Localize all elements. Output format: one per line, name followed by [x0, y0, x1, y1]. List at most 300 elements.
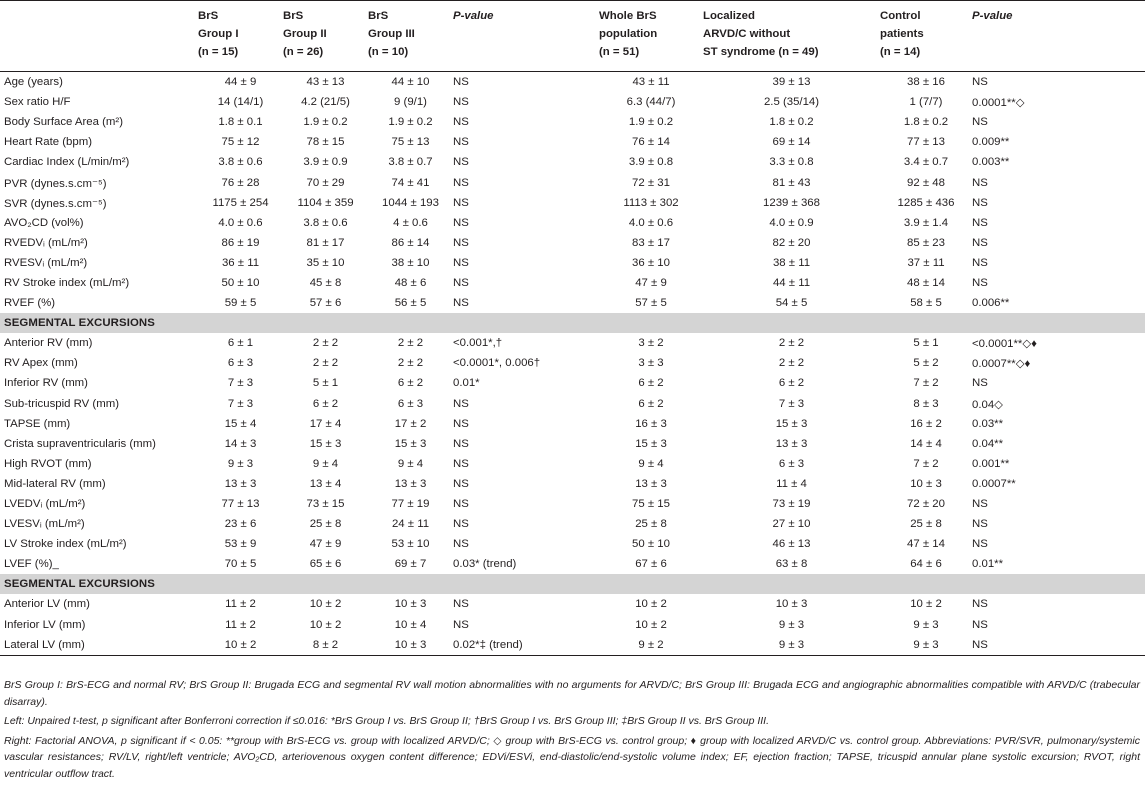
section-row — [0, 574, 1145, 594]
cell-brs-group-2: 45 ± 8 — [309, 276, 342, 289]
cell-brs-group-3: 6 ± 2 — [397, 377, 424, 390]
row-label: RVESVᵢ (mL/m²) — [4, 256, 88, 269]
cell-p-value-right: NS — [972, 176, 988, 189]
cell-localized-arvd: 2.5 (35/14) — [763, 96, 820, 109]
header-line: patients — [880, 28, 924, 40]
header-line: ST syndrome (n = 49) — [703, 46, 819, 58]
cell-localized-arvd: 7 ± 3 — [778, 397, 805, 410]
row-label: RV Stroke index (mL/m²) — [4, 276, 130, 289]
cell-whole-brs: 76 ± 14 — [632, 136, 670, 149]
cell-brs-group-3: 53 ± 10 — [391, 538, 430, 551]
row-label: RVEDVᵢ (mL/m²) — [4, 236, 88, 249]
cell-brs-group-3: 4 ± 0.6 — [393, 216, 428, 229]
cell-control: 77 ± 13 — [907, 136, 945, 149]
table-footnotes — [4, 677, 1140, 786]
header-p-value-right — [972, 1, 1145, 72]
header-line: P-value — [453, 10, 494, 22]
header-line: population — [599, 28, 658, 40]
header-line: Group III — [368, 28, 415, 40]
cell-brs-group-3: 74 ± 41 — [391, 176, 430, 189]
cell-p-value-left: NS — [453, 96, 469, 109]
header-p-value-left — [453, 1, 599, 72]
header-brs-group-1 — [198, 1, 283, 72]
cell-control: 37 ± 11 — [907, 256, 945, 269]
cell-whole-brs: 6 ± 2 — [638, 397, 664, 410]
cell-brs-group-2: 78 ± 15 — [306, 136, 345, 149]
cell-brs-group-2: 47 ± 9 — [309, 538, 342, 551]
row-label: Inferior RV (mm) — [4, 377, 88, 390]
footnote-groups: BrS Group I: BrS-ECG and normal RV; BrS Group II: Brugada ECG and segmental RV wall motion abnormalities with no arguments for ARVD/C; BrS Group III: Brugada ECG and angiographic abnormalities compatible with ARVD/C (trabecular disarray). — [4, 679, 1140, 708]
row-label: Sub-tricuspid RV (mm) — [4, 397, 119, 410]
cell-brs-group-2: 1104 ± 359 — [297, 196, 354, 209]
table-row — [0, 394, 1145, 414]
table-row — [0, 253, 1145, 273]
cell-p-value-right: NS — [972, 256, 988, 269]
cell-control: 1.8 ± 0.2 — [903, 116, 949, 129]
cell-p-value-left: NS — [453, 417, 469, 430]
cell-p-value-left: NS — [453, 116, 469, 129]
cell-p-value-right: 0.04** — [972, 437, 1004, 450]
table-header — [0, 1, 1145, 72]
cell-brs-group-2: 35 ± 10 — [306, 256, 345, 269]
cell-p-value-left: NS — [453, 477, 469, 490]
row-label: Anterior LV (mm) — [4, 598, 90, 611]
cell-p-value-left: <0.0001*, 0.006† — [453, 357, 541, 370]
cell-localized-arvd: 13 ± 3 — [775, 437, 808, 450]
cell-p-value-left: NS — [453, 176, 469, 189]
section-heading: SEGMENTAL EXCURSIONS — [0, 574, 1145, 594]
row-label: Sex ratio H/F — [4, 96, 71, 109]
cell-brs-group-2: 13 ± 4 — [309, 477, 342, 490]
cell-localized-arvd: 38 ± 11 — [772, 256, 811, 269]
cell-p-value-right: NS — [972, 236, 988, 249]
table-row — [0, 494, 1145, 514]
cell-whole-brs: 3 ± 2 — [638, 337, 664, 350]
cell-control: 85 ± 23 — [907, 236, 945, 249]
cell-brs-group-2: 2 ± 2 — [312, 337, 339, 350]
cell-p-value-right: 0.0007**◇♦ — [972, 358, 1031, 371]
cell-brs-group-2: 9 ± 4 — [312, 457, 339, 470]
cell-brs-group-1: 4.0 ± 0.6 — [218, 216, 263, 229]
cell-whole-brs: 16 ± 3 — [635, 417, 667, 430]
cell-whole-brs: 67 ± 6 — [635, 558, 667, 571]
cell-p-value-right: NS — [972, 276, 988, 289]
cell-control: 48 ± 14 — [907, 276, 945, 289]
cell-p-value-left: 0.01* — [453, 377, 480, 390]
table-row — [0, 333, 1145, 353]
header-blank — [0, 1, 198, 72]
cell-brs-group-1: 53 ± 9 — [224, 538, 257, 551]
cell-whole-brs: 6 ± 2 — [638, 377, 664, 390]
row-label: Anterior RV (mm) — [4, 337, 93, 350]
cell-whole-brs: 3.9 ± 0.8 — [628, 156, 674, 169]
header-line: Whole BrS — [599, 10, 657, 22]
cell-brs-group-3: 69 ± 7 — [394, 558, 427, 571]
cell-brs-group-1: 13 ± 3 — [224, 477, 257, 490]
cell-brs-group-1: 36 ± 11 — [221, 256, 260, 269]
cell-p-value-right: 0.01** — [972, 558, 1004, 571]
cell-control: 72 ± 20 — [907, 498, 945, 511]
cell-brs-group-3: 9 ± 4 — [397, 457, 424, 470]
cell-control: 5 ± 2 — [913, 357, 939, 370]
table-row — [0, 152, 1145, 172]
cell-brs-group-2: 81 ± 17 — [306, 236, 345, 249]
table-row — [0, 635, 1145, 656]
cell-brs-group-1: 3.8 ± 0.6 — [218, 156, 263, 169]
cell-p-value-right: NS — [972, 618, 988, 631]
cell-brs-group-2: 73 ± 15 — [306, 498, 345, 511]
cell-control: 64 ± 6 — [910, 558, 942, 571]
cell-whole-brs: 10 ± 2 — [635, 618, 667, 631]
header-whole-brs — [599, 1, 703, 72]
cell-p-value-right: NS — [972, 498, 988, 511]
cell-brs-group-3: 10 ± 4 — [394, 618, 427, 631]
cell-control: 9 ± 3 — [880, 635, 972, 656]
cell-control: 25 ± 8 — [910, 518, 942, 531]
cell-brs-group-3: 2 ± 2 — [397, 357, 424, 370]
header-brs-group-3 — [368, 1, 453, 72]
cell-brs-group-2: 15 ± 3 — [309, 437, 342, 450]
header-row — [0, 1, 1145, 72]
table-row — [0, 92, 1145, 112]
header-line: BrS — [283, 10, 304, 22]
cell-p-value-right: 0.03** — [972, 417, 1004, 430]
cell-localized-arvd: 2 ± 2 — [778, 337, 805, 350]
cell-whole-brs: 50 ± 10 — [632, 538, 670, 551]
cell-control: 7 ± 2 — [913, 457, 939, 470]
row-label: LVEDVᵢ (mL/m²) — [4, 498, 86, 511]
cell-localized-arvd: 63 ± 8 — [775, 558, 808, 571]
cell-control: 7 ± 2 — [913, 377, 939, 390]
cell-p-value-left: NS — [453, 397, 469, 410]
header-localized-arvd — [703, 1, 880, 72]
cell-p-value-right: 0.003** — [972, 156, 1010, 169]
cell-control: 3.9 ± 1.4 — [903, 216, 949, 229]
cell-brs-group-1: 6 ± 3 — [227, 357, 254, 370]
cell-p-value-right: 0.006** — [972, 297, 1010, 310]
cell-whole-brs: 47 ± 9 — [635, 276, 667, 289]
row-label: RVEF (%) — [4, 297, 56, 310]
cell-brs-group-1: 1.8 ± 0.1 — [218, 116, 263, 129]
cell-brs-group-2: 3.8 ± 0.6 — [303, 216, 348, 229]
row-label: AVO₂CD (vol%) — [4, 216, 84, 229]
header-line: Group I — [198, 28, 239, 40]
cell-brs-group-2: 65 ± 6 — [309, 558, 342, 571]
cell-p-value-left: NS — [453, 297, 469, 310]
cell-p-value-left: NS — [453, 276, 469, 289]
cell-localized-arvd: 15 ± 3 — [775, 417, 808, 430]
cell-brs-group-2: 43 ± 13 — [306, 76, 345, 89]
cell-brs-group-2: 1.9 ± 0.2 — [303, 116, 348, 129]
cell-localized-arvd: 9 ± 3 — [703, 635, 880, 656]
table-row — [0, 353, 1145, 373]
header-line: (n = 14) — [880, 46, 921, 58]
table-row — [0, 293, 1145, 313]
row-label: SVR (dynes.s.cm⁻⁵) — [4, 197, 107, 210]
cell-whole-brs: 25 ± 8 — [635, 518, 667, 531]
cell-brs-group-2: 10 ± 2 — [309, 618, 342, 631]
cell-p-value-right: NS — [972, 76, 988, 89]
cell-whole-brs: 15 ± 3 — [635, 437, 667, 450]
table-row — [0, 233, 1145, 253]
row-label: Age (years) — [4, 76, 63, 89]
header-line: P-value — [972, 10, 1013, 22]
cell-p-value-left: NS — [453, 76, 469, 89]
cell-whole-brs: 4.0 ± 0.6 — [628, 216, 674, 229]
cell-whole-brs: 1113 ± 302 — [623, 196, 679, 209]
cell-localized-arvd: 27 ± 10 — [772, 518, 811, 531]
cell-brs-group-3: 1.9 ± 0.2 — [388, 116, 433, 129]
cell-brs-group-2: 3.9 ± 0.9 — [303, 156, 348, 169]
cell-whole-brs: 6.3 (44/7) — [626, 96, 676, 109]
cell-localized-arvd: 6 ± 3 — [778, 457, 805, 470]
cell-p-value-right: NS — [972, 116, 988, 129]
section-row — [0, 313, 1145, 333]
cell-brs-group-3: 6 ± 3 — [397, 397, 424, 410]
cell-brs-group-3: 15 ± 3 — [394, 437, 427, 450]
cell-localized-arvd: 82 ± 20 — [772, 236, 811, 249]
cell-p-value-left: NS — [453, 136, 469, 149]
cell-control: 9 ± 3 — [913, 618, 939, 631]
cell-brs-group-2: 8 ± 2 — [283, 635, 368, 656]
cell-brs-group-1: 10 ± 2 — [198, 635, 283, 656]
cell-brs-group-3: 48 ± 6 — [394, 276, 427, 289]
cell-brs-group-3: 24 ± 11 — [391, 518, 430, 531]
cell-control: 16 ± 2 — [910, 417, 942, 430]
cell-control: 5 ± 1 — [913, 337, 939, 350]
cell-brs-group-3: 77 ± 19 — [391, 498, 430, 511]
cell-brs-group-3: 1044 ± 193 — [382, 196, 439, 209]
cell-p-value-left: NS — [453, 598, 469, 611]
cell-localized-arvd: 46 ± 13 — [772, 538, 811, 551]
cell-brs-group-1: 15 ± 4 — [224, 417, 257, 430]
cell-whole-brs: 75 ± 15 — [632, 498, 670, 511]
cell-localized-arvd: 9 ± 3 — [778, 618, 805, 631]
row-label: Crista supraventricularis (mm) — [4, 437, 156, 450]
table-row — [0, 193, 1145, 213]
cell-brs-group-1: 11 ± 2 — [225, 618, 256, 631]
cell-p-value-right: NS — [972, 538, 988, 551]
cell-p-value-right: 0.04◇ — [972, 398, 1003, 411]
table-row — [0, 454, 1145, 474]
cell-control: 8 ± 3 — [913, 397, 939, 410]
cell-p-value-left: NS — [453, 498, 469, 511]
cell-control: 38 ± 16 — [907, 76, 945, 89]
cell-brs-group-1: 75 ± 12 — [221, 136, 260, 149]
cell-p-value-right: NS — [972, 196, 988, 209]
cell-brs-group-2: 6 ± 2 — [312, 397, 339, 410]
cell-brs-group-3: 56 ± 5 — [394, 297, 427, 310]
cell-control: 1 (7/7) — [909, 96, 943, 109]
cell-localized-arvd: 44 ± 11 — [772, 276, 811, 289]
cell-p-value-left: NS — [453, 618, 469, 631]
cell-whole-brs: 9 ± 4 — [638, 457, 664, 470]
cell-p-value-right: NS — [972, 598, 988, 611]
cell-p-value-right: 0.0001**◇ — [972, 97, 1025, 110]
cell-p-value-right: <0.0001**◇♦ — [972, 338, 1037, 351]
cell-p-value-left: 0.03* (trend) — [453, 558, 517, 571]
footnote-left-stats: Left: Unpaired t-test, p significant after Bonferroni correction if ≤0.016: *BrS Group I vs. BrS Group II; †BrS Group I vs. BrS Group III; ‡BrS Group II vs. BrS Group III. — [4, 715, 769, 728]
cell-localized-arvd: 10 ± 3 — [775, 598, 808, 611]
cell-brs-group-1: 14 (14/1) — [217, 96, 264, 109]
cell-p-value-left: NS — [453, 437, 469, 450]
cell-brs-group-3: 3.8 ± 0.7 — [388, 156, 433, 169]
row-label: Lateral LV (mm) — [0, 635, 198, 656]
table-row — [0, 112, 1145, 132]
header-line: BrS — [198, 10, 219, 22]
cell-brs-group-3: 10 ± 3 — [368, 635, 453, 656]
table-row — [0, 594, 1145, 614]
cell-brs-group-1: 14 ± 3 — [224, 437, 257, 450]
cell-whole-brs: 9 ± 2 — [599, 635, 703, 656]
cell-localized-arvd: 39 ± 13 — [772, 76, 811, 89]
cell-whole-brs: 72 ± 31 — [632, 176, 670, 189]
cell-control: 1285 ± 436 — [897, 196, 955, 209]
cell-p-value-left: NS — [453, 518, 469, 531]
cell-localized-arvd: 11 ± 4 — [776, 477, 807, 490]
table-row — [0, 373, 1145, 393]
cell-brs-group-2: 2 ± 2 — [312, 357, 339, 370]
cell-brs-group-1: 23 ± 6 — [224, 518, 257, 531]
cell-brs-group-1: 44 ± 9 — [224, 76, 257, 89]
cell-brs-group-3: 44 ± 10 — [391, 76, 430, 89]
cell-p-value-left: NS — [453, 216, 469, 229]
cell-p-value-right: 0.001** — [972, 457, 1010, 470]
row-label: Inferior LV (mm) — [4, 618, 86, 631]
cell-localized-arvd: 3.3 ± 0.8 — [769, 156, 814, 169]
row-label: LV Stroke index (mL/m²) — [4, 538, 127, 551]
cell-brs-group-3: 86 ± 14 — [391, 236, 430, 249]
header-line: Group II — [283, 28, 327, 40]
cell-whole-brs: 1.9 ± 0.2 — [628, 116, 674, 129]
cell-p-value-right: NS — [972, 518, 988, 531]
row-label: LVEF (%)_ — [4, 558, 59, 571]
cell-control: 92 ± 48 — [907, 176, 945, 189]
cell-brs-group-1: 7 ± 3 — [227, 377, 254, 390]
cell-brs-group-2: 10 ± 2 — [309, 598, 342, 611]
cell-whole-brs: 83 ± 17 — [632, 236, 670, 249]
cell-p-value-right: NS — [972, 216, 988, 229]
cell-p-value-right: NS — [972, 377, 988, 390]
cell-p-value-right: 0.009** — [972, 136, 1010, 149]
cell-brs-group-3: 9 (9/1) — [394, 96, 427, 109]
cell-brs-group-1: 11 ± 2 — [225, 598, 256, 611]
cell-whole-brs: 36 ± 10 — [632, 256, 670, 269]
cell-whole-brs: 13 ± 3 — [635, 477, 667, 490]
cell-brs-group-1: 86 ± 19 — [221, 236, 260, 249]
cell-localized-arvd: 54 ± 5 — [775, 297, 808, 310]
table-row — [0, 273, 1145, 293]
cell-control: 47 ± 14 — [907, 538, 945, 551]
cell-brs-group-3: 10 ± 3 — [394, 598, 427, 611]
cell-brs-group-3: 38 ± 10 — [391, 256, 430, 269]
table-row — [0, 434, 1145, 454]
cell-brs-group-2: 57 ± 6 — [309, 297, 342, 310]
table-row — [0, 534, 1145, 554]
cell-brs-group-1: 70 ± 5 — [224, 558, 257, 571]
cell-brs-group-3: 2 ± 2 — [397, 337, 424, 350]
table-row — [0, 72, 1145, 93]
cell-brs-group-2: 4.2 (21/5) — [301, 96, 350, 109]
table-row — [0, 615, 1145, 635]
table-row — [0, 554, 1145, 574]
cell-p-value-left: NS — [453, 196, 469, 209]
cell-whole-brs: 43 ± 11 — [632, 76, 670, 89]
cell-whole-brs: 3 ± 3 — [638, 357, 664, 370]
cell-brs-group-1: 1175 ± 254 — [212, 196, 269, 209]
cell-brs-group-2: 25 ± 8 — [309, 518, 342, 531]
row-label: RV Apex (mm) — [4, 357, 78, 370]
cell-p-value-left: NS — [453, 256, 469, 269]
cell-brs-group-3: 13 ± 3 — [394, 477, 427, 490]
header-line: ARVD/C without — [703, 28, 791, 40]
cell-brs-group-1: 6 ± 1 — [227, 337, 254, 350]
header-line: (n = 26) — [283, 46, 324, 58]
cell-localized-arvd: 73 ± 19 — [772, 498, 811, 511]
cell-brs-group-2: 17 ± 4 — [309, 417, 342, 430]
header-line: (n = 10) — [368, 46, 409, 58]
cell-brs-group-1: 59 ± 5 — [224, 297, 257, 310]
cell-control: 58 ± 5 — [910, 297, 942, 310]
cell-brs-group-1: 50 ± 10 — [221, 276, 260, 289]
cell-localized-arvd: 1.8 ± 0.2 — [769, 116, 814, 129]
header-line: Localized — [703, 10, 755, 22]
cell-brs-group-3: 75 ± 13 — [391, 136, 430, 149]
cell-localized-arvd: 81 ± 43 — [772, 176, 811, 189]
cell-control: 14 ± 4 — [910, 437, 942, 450]
footnote-right-stats: Right: Factorial ANOVA, p significant if < 0.05: **group with BrS-ECG vs. group with localized ARVD/C; ◇ group with BrS-ECG vs. control group; ♦ group with localized ARVD/C vs. control group. Abbreviations: PVR/SVR, pulmonary/systemic vascular resistances; RV/LV, right/left ventricle; AVO₂CD, arteriovenous oxygen content difference; EDVi/ESVi, end-diastolic/end-systolic volume index; EF, ejection fraction; TAPSE, tricuspid annular plane systolic excursion; RVOT, right ventricular outflow tract. — [4, 734, 1140, 780]
header-line: (n = 15) — [198, 46, 239, 58]
table-body — [0, 72, 1145, 656]
cell-p-value-left: NS — [453, 236, 469, 249]
table-row — [0, 213, 1145, 233]
cell-brs-group-1: 9 ± 3 — [227, 457, 254, 470]
row-label: TAPSE (mm) — [4, 417, 71, 430]
cell-p-value-left: NS — [453, 538, 469, 551]
section-heading: SEGMENTAL EXCURSIONS — [0, 313, 1145, 333]
row-label: LVESVᵢ (mL/m²) — [4, 518, 85, 531]
cell-localized-arvd: 69 ± 14 — [772, 136, 811, 149]
cell-brs-group-3: 17 ± 2 — [394, 417, 427, 430]
table-row — [0, 414, 1145, 434]
cell-brs-group-2: 5 ± 1 — [312, 377, 339, 390]
table-row — [0, 132, 1145, 152]
cell-localized-arvd: 2 ± 2 — [778, 357, 805, 370]
header-line: Control — [880, 10, 921, 22]
cell-p-value-left: 0.02*‡ (trend) — [453, 635, 599, 656]
row-label: Cardiac Index (L/min/m²) — [4, 156, 130, 169]
cell-whole-brs: 57 ± 5 — [635, 297, 667, 310]
cell-p-value-left: <0.001*,† — [453, 337, 503, 350]
row-label: Heart Rate (bpm) — [4, 136, 92, 149]
header-brs-group-2 — [283, 1, 368, 72]
cell-brs-group-2: 70 ± 29 — [306, 176, 345, 189]
row-label: Mid-lateral RV (mm) — [4, 477, 106, 490]
header-line: (n = 51) — [599, 46, 640, 58]
cell-p-value-right: 0.0007** — [972, 477, 1016, 490]
cell-localized-arvd: 1239 ± 368 — [763, 196, 820, 209]
row-label: High RVOT (mm) — [4, 457, 92, 470]
table-row — [0, 474, 1145, 494]
cell-control: 10 ± 2 — [910, 598, 942, 611]
cell-localized-arvd: 6 ± 2 — [778, 377, 805, 390]
cell-p-value-left: NS — [453, 457, 469, 470]
header-control — [880, 1, 972, 72]
cell-brs-group-1: 7 ± 3 — [227, 397, 254, 410]
cell-localized-arvd: 4.0 ± 0.9 — [769, 216, 814, 229]
cell-p-value-left: NS — [453, 156, 469, 169]
header-line: BrS — [368, 10, 389, 22]
